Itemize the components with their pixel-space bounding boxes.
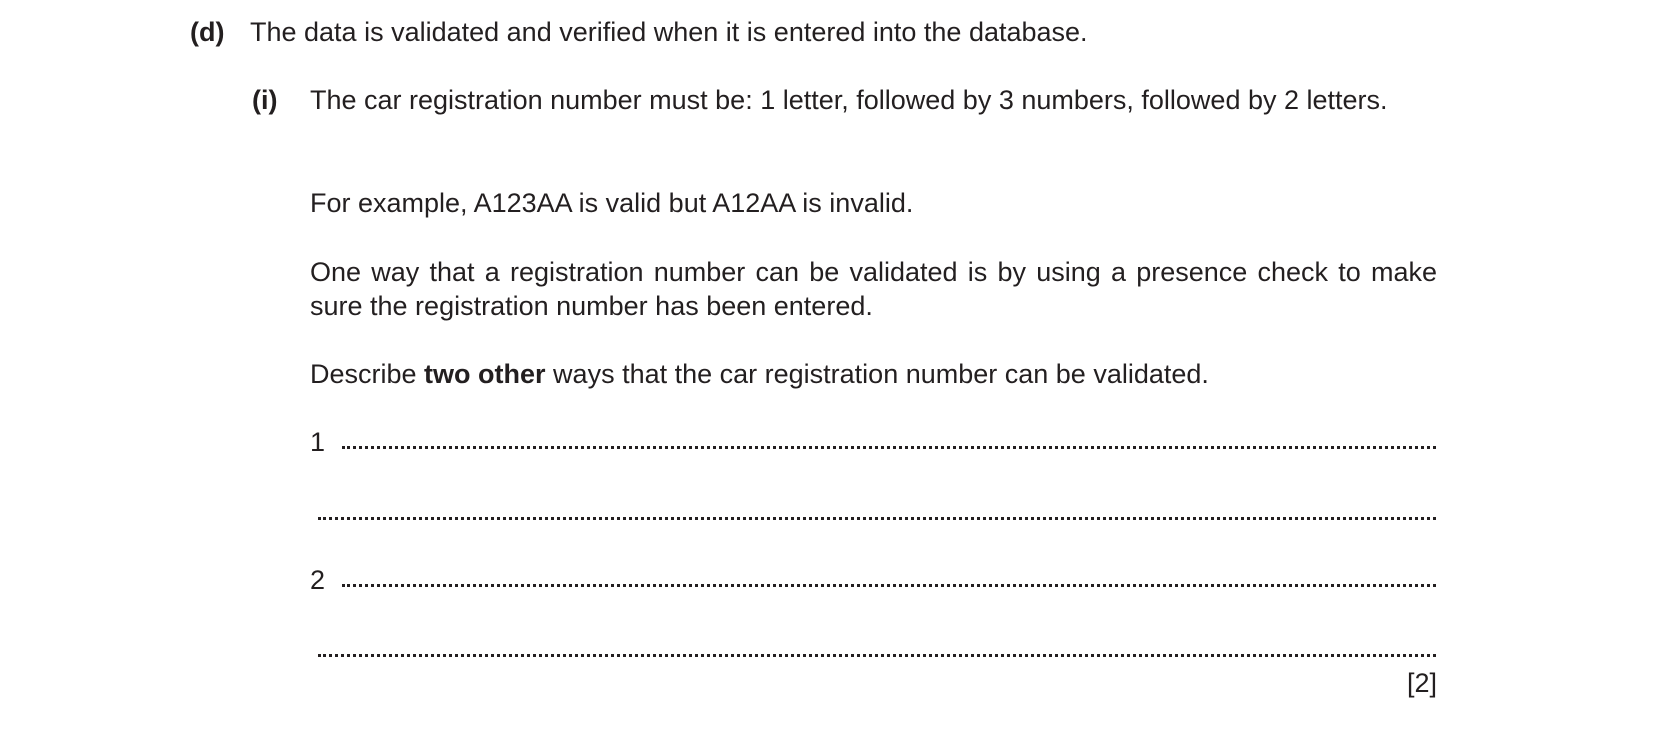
answer-line-2a[interactable] xyxy=(342,584,1436,587)
question-d-text: The data is validated and verified when it is entered into the database. xyxy=(250,17,1088,47)
instruction-text: Describe two other ways that the car registration number can be validated. xyxy=(310,359,1209,389)
answer-line-1b[interactable] xyxy=(318,517,1436,520)
presence-check-text: One way that a registration number can be validated is by using a presence check to make sure the registration number has been entered. xyxy=(310,257,1437,321)
registration-rule-text: The car registration number must be: 1 letter, followed by 3 numbers, followed by 2 letters. xyxy=(310,85,1388,115)
answer-number-2: 2 xyxy=(310,565,326,595)
answer-line-2b[interactable] xyxy=(318,654,1436,657)
example-text: For example, A123AA is valid but A12AA is invalid. xyxy=(310,188,914,218)
answer-number-1: 1 xyxy=(310,427,326,457)
question-d-label: (d) xyxy=(190,17,225,47)
answer-line-1a[interactable] xyxy=(342,446,1436,449)
marks-indicator: [2] xyxy=(1406,668,1437,698)
part-i-label: (i) xyxy=(252,85,278,115)
emphasis-two-other: two other xyxy=(424,359,546,389)
